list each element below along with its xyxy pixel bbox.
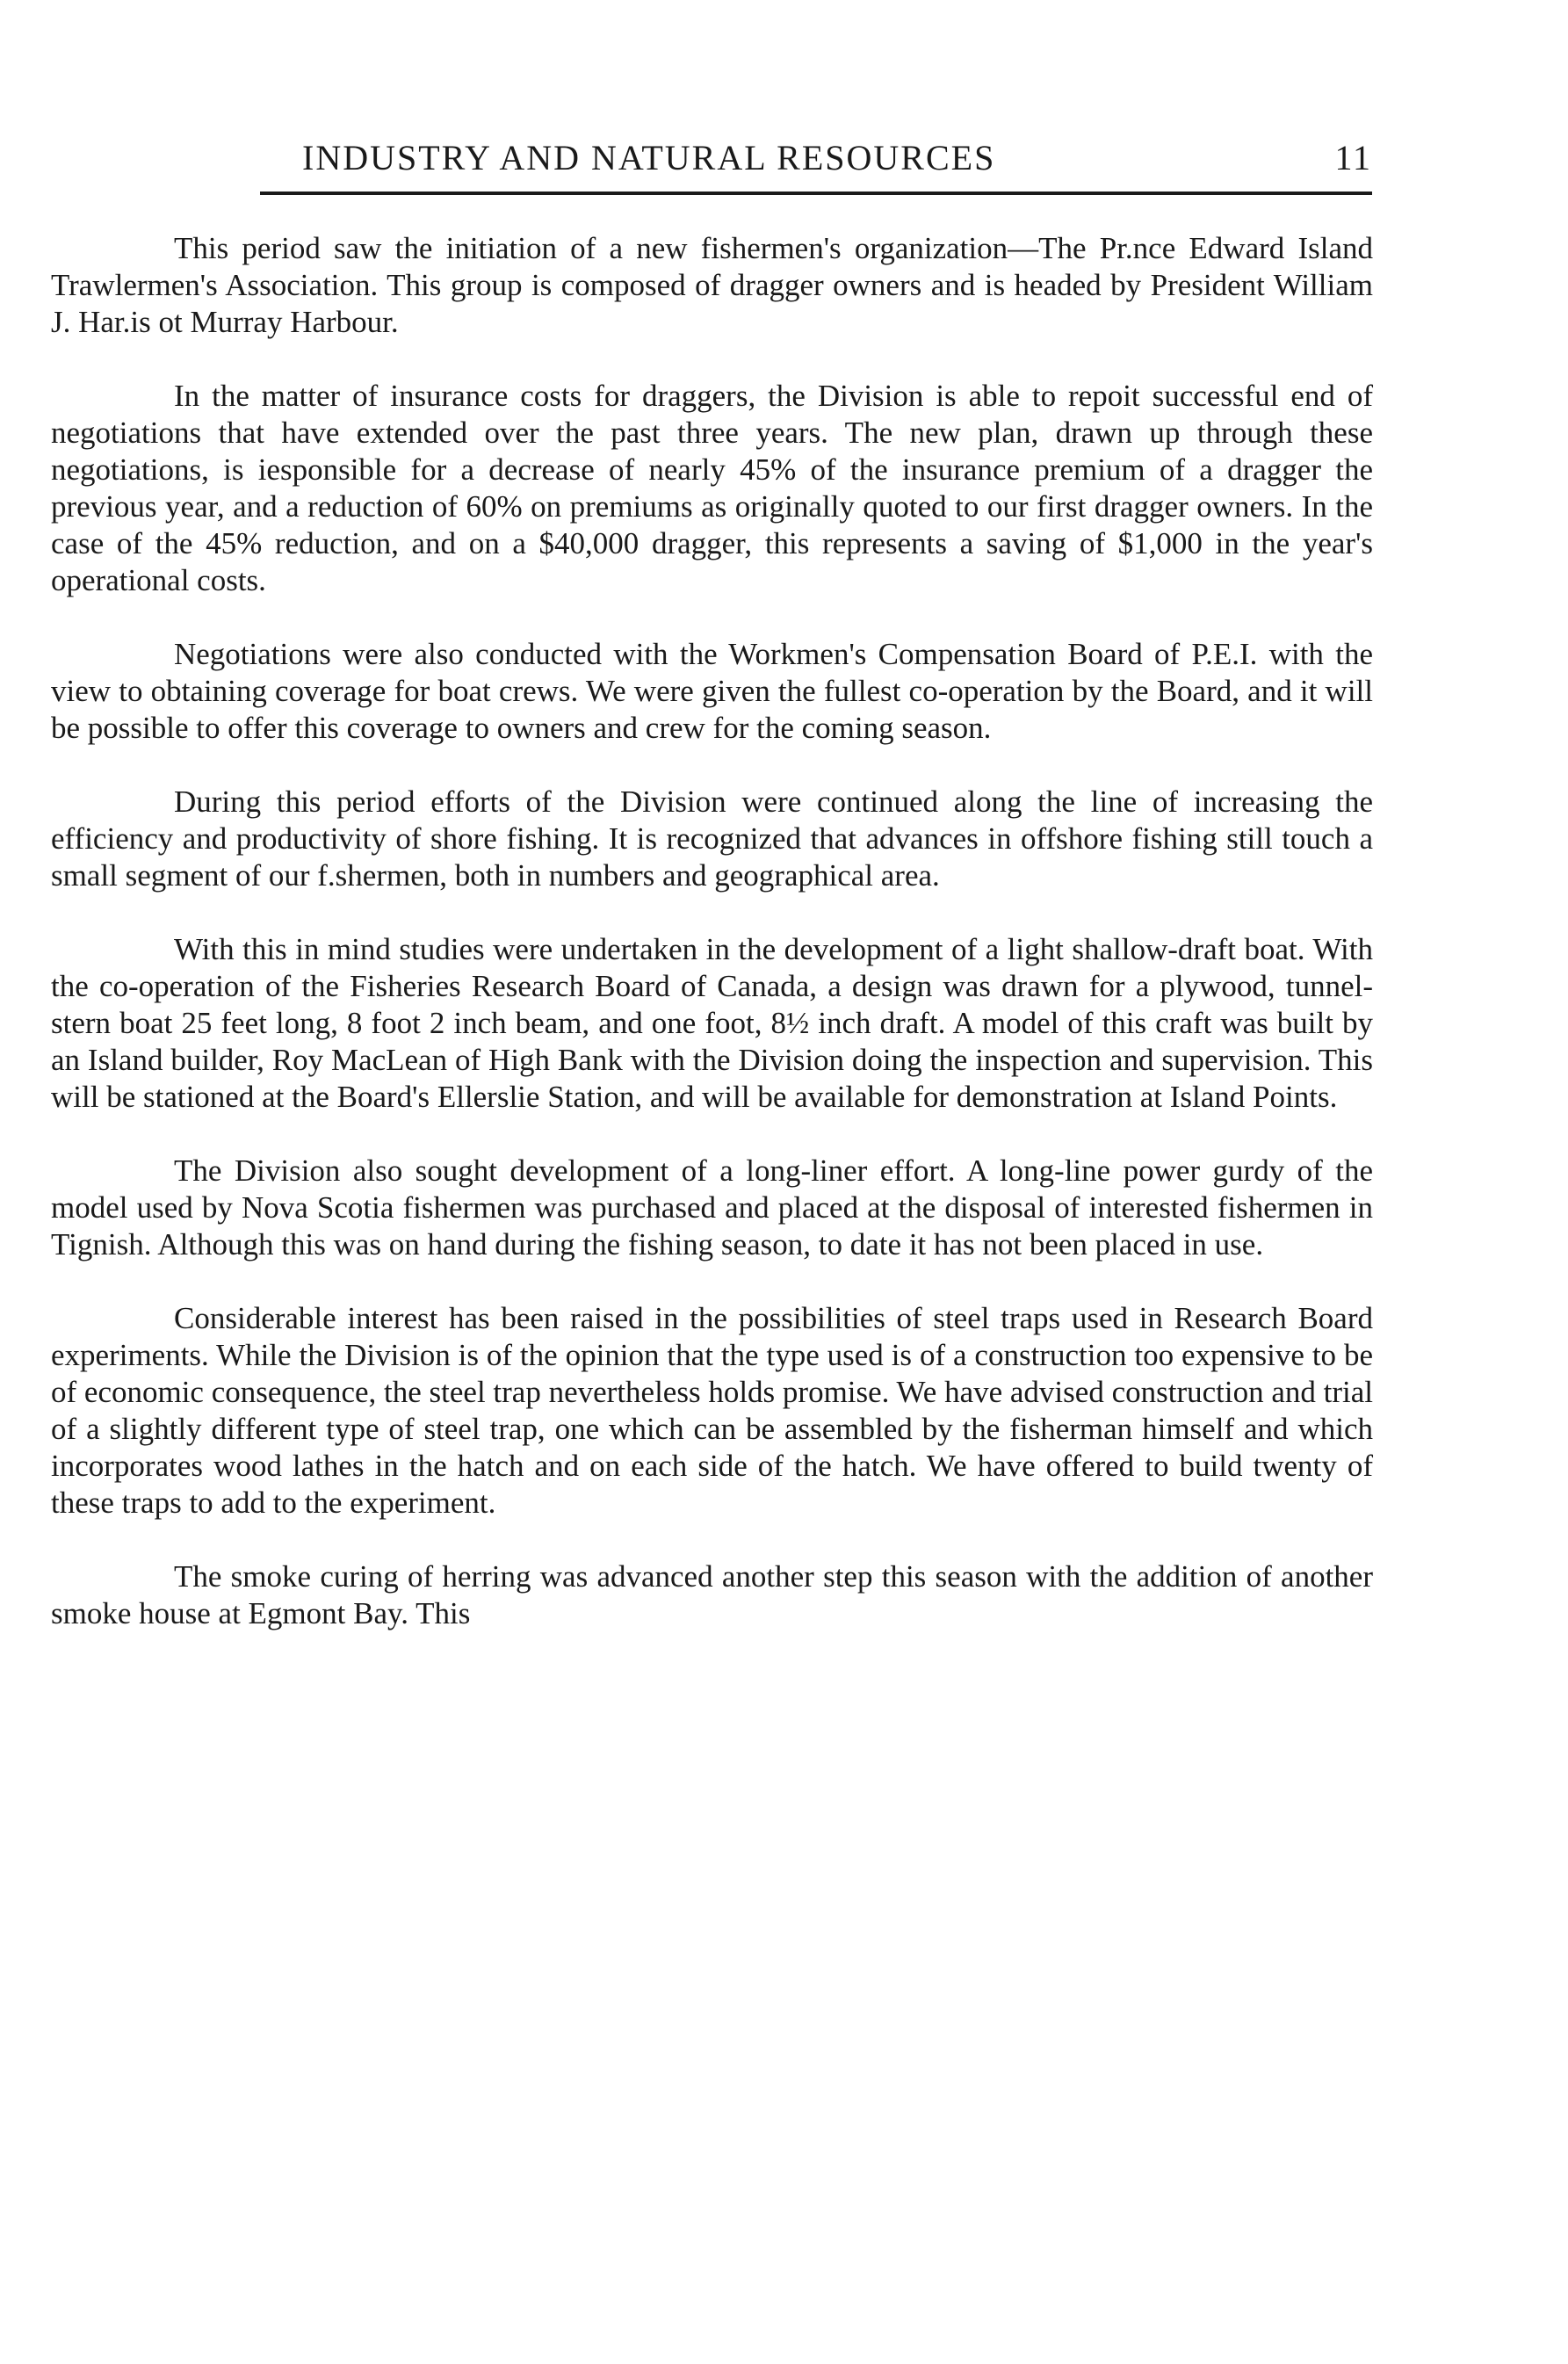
running-header (260, 132, 1372, 184)
page-number: 11 (1334, 138, 1372, 177)
running-title: INDUSTRY AND NATURAL RESOURCES (302, 138, 996, 177)
body-text (51, 230, 1373, 1669)
paragraph-shore-fishing: During this period efforts of the Division were continued along the line of increasing the efficiency and productivity of shore fishing. It is recognized that advances in offshore fishing still touch a small segment of our f.shermen, both in numbers and geographical area. (51, 784, 1373, 893)
paragraph-insurance-costs: In the matter of insurance costs for draggers, the Division is able to repoit successful end of negotiations that have extended over the past three years. The new plan, drawn up through these negotiations, is iesponsible for a decrease of nearly 45% of the insurance premium of a dragger the previous year, and a reduction of 60% on premiums as originally quoted to our first dragger owners. In the case of the 45% reduction, and on a $40,000 dragger, this represents a saving of $1,000 in the year's operational costs. (51, 379, 1373, 597)
paragraph-shallow-draft-boat: With this in mind studies were undertaken in the development of a light shallow-draft boat. With the co-operation of the Fisheries Research Board of Canada, a design was drawn for a plywood, tunnel-stern boat 25 feet long, 8 foot 2 inch beam, and one foot, 8½ inch draft. A model of this craft was built by an Island builder, Roy MacLean of High Bank with the Division doing the inspection and supervision. This will be stationed at the Board's Ellerslie Station, and will be available for demonstration at Island Points. (51, 932, 1373, 1114)
paragraph-long-liner: The Division also sought development of a long-liner effort. A long-line power gurdy of the model used by Nova Scotia fishermen was purchased and placed at the disposal of interested fishermen in Tignish. Although this was on hand during the fishing season, to date it has not been placed in use. (51, 1153, 1373, 1262)
paragraph-steel-traps: Considerable interest has been raised in the possibilities of steel traps used in Research Board experiments. While the Division is of the opinion that the type used is of a construction too expensive to be of economic consequence, the steel trap nevertheless holds promise. We have advised construction and trial of a slightly different type of steel trap, one which can be assembled by the fisherman himself and which incorporates wood lathes in the hatch and on each side of the hatch. We have offered to build twenty of these traps to add to the experiment. (51, 1301, 1373, 1520)
header-rule (260, 192, 1372, 195)
paragraph-smoke-curing: The smoke curing of herring was advanced another step this season with the addition of another smoke house at Egmont Bay. This (51, 1559, 1373, 1630)
paragraph-trawlermen-association: This period saw the initiation of a new fishermen's organization—The Pr.nce Edward Island Trawlermen's Association. This group is composed of dragger owners and is headed by President William J. Har.is ot Murray Harbour. (51, 231, 1373, 339)
paragraph-workmens-compensation: Negotiations were also conducted with the Workmen's Compensation Board of P.E.I. with the view to obtaining coverage for boat crews. We were given the fullest co-operation by the Board, and it will be possible to offer this coverage to owners and crew for the coming season. (51, 637, 1373, 745)
